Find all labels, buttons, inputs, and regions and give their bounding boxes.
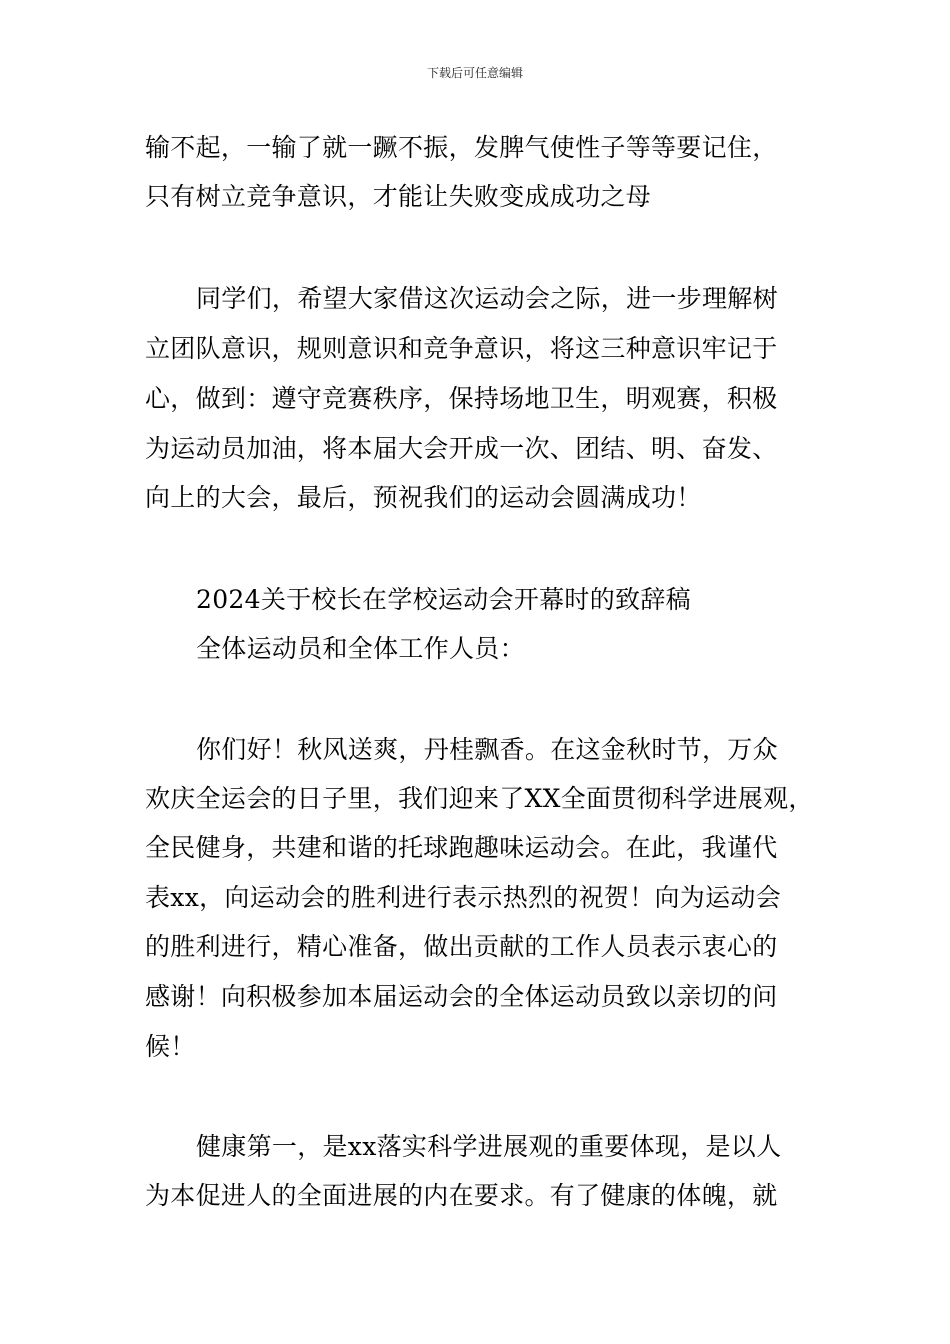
paragraph-4-line-2: 欢庆全运会的日子里，我们迎来了XX全面贯彻科学进展观， [145, 784, 814, 813]
paragraph-4-line-7: 候！ [145, 1032, 196, 1061]
paragraph-5-line-2: 为本促进人的全面进展的内在要求。有了健康的体魄，就 [145, 1181, 778, 1210]
paragraph-4-line-4: 表xx，向运动会的胜利进行表示热烈的祝贺！向为运动会 [145, 883, 782, 912]
paragraph-1-line-1: 输不起，一输了就一蹶不振，发脾气使性子等等要记住， [145, 133, 778, 162]
paragraph-5-line-1: 健康第一，是xx落实科学进展观的重要体现，是以人 [196, 1132, 782, 1161]
salutation: 全体运动员和全体工作人员： [196, 634, 525, 663]
page-header: 下载后可任意编辑 [426, 66, 523, 80]
paragraph-2-line-3: 心，做到：遵守竞赛秩序，保持场地卫生，明观赛，积极 [145, 384, 778, 413]
paragraph-4-line-1: 你们好！秋风送爽，丹桂飘香。在这金秋时节，万众 [196, 735, 778, 764]
paragraph-4-line-3: 全民健身，共建和谐的托球跑趣味运动会。在此，我谨代 [145, 833, 778, 862]
paragraph-2-line-4: 为运动员加油，将本届大会开成一次、团结、明、奋发、 [145, 434, 778, 463]
paragraph-4-line-6: 感谢！向积极参加本届运动会的全体运动员致以亲切的问 [145, 982, 778, 1011]
speech-title: 2024关于校长在学校运动会开幕时的致辞稿 [196, 585, 691, 614]
paragraph-1-line-2: 只有树立竞争意识，才能让失败变成成功之母 [145, 182, 652, 211]
paragraph-4-line-5: 的胜利进行，精心准备，做出贡献的工作人员表示衷心的 [145, 932, 778, 961]
paragraph-2-line-5: 向上的大会，最后，预祝我们的运动会圆满成功！ [145, 483, 702, 512]
paragraph-2-line-2: 立团队意识，规则意识和竞争意识，将这三种意识牢记于 [145, 334, 778, 363]
paragraph-2-line-1: 同学们，希望大家借这次运动会之际，进一步理解树 [196, 284, 778, 313]
